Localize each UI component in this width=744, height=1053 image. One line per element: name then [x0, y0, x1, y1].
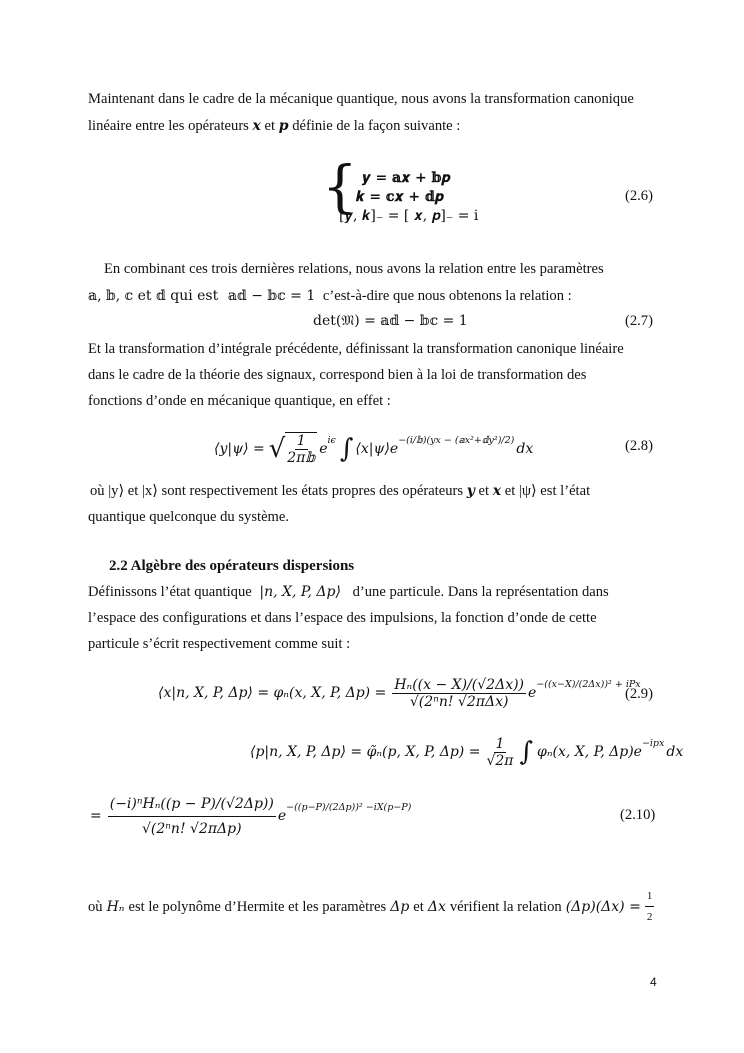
eq28-lhs: ⟨y|ψ⟩ =: [214, 441, 265, 457]
para6-text-a: où: [88, 898, 103, 915]
operator-x-2: 𝒙: [492, 483, 502, 499]
eq28-integrand: ⟨x|ψ⟩e: [355, 441, 399, 457]
eq29-exp-sup: −((x−X)/(2Δx))² + iPx: [536, 678, 641, 690]
para4-line-1: [90, 481, 590, 501]
para6-text-b: est le polynôme d’Hermite et les paramètres: [128, 898, 387, 915]
para4-line-2: quantique quelconque du système.: [88, 509, 290, 525]
eq26-number: (2.6): [625, 188, 653, 204]
para2-relation: 𝕒𝕕 − 𝕓𝕔 = 1: [227, 288, 316, 304]
para5-line-2: l’espace des configurations et dans l’espace des impulsions, la fonction d’onde de cette: [88, 610, 597, 626]
eq210b: [90, 778, 411, 854]
eq210a-fraction: [484, 736, 515, 769]
para6-text-c: et: [413, 898, 424, 915]
eq28-dx: dx: [516, 441, 534, 457]
eq210-number: (2.10): [620, 807, 656, 823]
operator-p: 𝒑: [278, 118, 289, 134]
para5-text-a: Définissons l’état quantique: [88, 584, 252, 600]
eq29-number: (2.9): [625, 686, 653, 702]
half-den: 2: [646, 911, 653, 923]
eq210a-den: √2π: [486, 752, 514, 769]
eq26-row-2: 𝒌 = 𝕔𝒙 + 𝕕𝒑: [356, 189, 444, 205]
para5-line-3: particule s’écrit respectivement comme suit :: [88, 636, 351, 652]
para6-relation: (Δp)(Δx) =: [565, 898, 641, 915]
eq210b-exp: e: [277, 808, 287, 824]
para3-line-2: dans le cadre de la théorie des signaux, correspond bien à la loi de transformation des: [88, 367, 587, 383]
eq28-exp2-sup: −(i/𝕓)(yx − (𝕒x²+𝕕y²)/2): [398, 434, 515, 446]
para5-text-b: d’une particule. Dans la représentation dans: [352, 584, 609, 600]
para3-line-3: fonctions d’onde en mécanique quantique, en effet :: [88, 393, 391, 409]
eq210a-exp-sup: −ipx: [641, 737, 665, 749]
eq210a-integrand: φₙ(x, X, P, Δp)e: [537, 744, 642, 760]
eq28-number: (2.8): [625, 438, 653, 454]
para6-Hn: Hₙ: [106, 898, 125, 915]
eq210b-den: √(2ⁿn! √2πΔp): [141, 820, 242, 837]
eq29-fraction: [392, 677, 526, 710]
para6-text-d: vérifient la relation: [449, 898, 562, 915]
para6-dx: Δx: [427, 898, 446, 915]
para2-text-a: 𝕒, 𝕓, 𝕔 et 𝕕 qui est: [88, 288, 219, 304]
para2-line-1: En combinant ces trois dernières relations, nous avons la relation entre les paramètres: [104, 261, 604, 277]
para3-line-1: Et la transformation d’intégrale précédente, définissant la transformation canonique linéaire: [88, 341, 624, 357]
para2-line-2: [88, 286, 572, 306]
intro-text-c: définie de la façon suivante :: [292, 118, 461, 134]
eq210a-lhs: ⟨p|n, X, P, Δp⟩ = φ̃ₙ(p, X, P, Δp) =: [250, 744, 481, 760]
eq27-number: (2.7): [625, 313, 653, 329]
eq210a-dx: dx: [666, 744, 684, 760]
eq26-row-3: [𝒚, 𝒌]₋ = [ 𝒙, 𝒑]₋ = i: [339, 208, 479, 224]
para2-text-c: c’est-à-dire que nous obtenons la relation :: [322, 288, 572, 304]
half-fraction: [645, 886, 655, 927]
eq28-frac-den: 2π𝕓: [287, 450, 316, 466]
integral-icon-2: ∫: [519, 737, 534, 767]
eq210b-num: (−i)ⁿHₙ((p − P)/(√2Δp)): [108, 796, 276, 817]
eq210a: [250, 728, 683, 776]
para6-dp: Δp: [390, 898, 410, 915]
eq28-fraction: [285, 432, 317, 466]
eq29-den: √(2ⁿn! √2πΔx): [409, 693, 509, 710]
eq27-expression: det(𝔐) = 𝕒𝕕 − 𝕓𝕔 = 1: [313, 313, 468, 329]
eq28-exp1: e: [319, 441, 328, 457]
section-heading: 2.2 Algèbre des opérateurs dispersions: [109, 558, 355, 574]
page-number: 4: [650, 975, 657, 989]
intro-line-2: [88, 116, 460, 136]
intro-text-b: et: [264, 118, 276, 134]
eq28-frac-num: 1: [296, 433, 306, 449]
eq29-num: Hₙ((x − X)/(√2Δx)): [394, 676, 525, 693]
para5-state: |n, X, P, Δp⟩: [259, 584, 341, 600]
eq28-exp1-sup: iϵ: [327, 434, 336, 446]
eq210b-eq: =: [90, 808, 102, 824]
eq29-lhs: ⟨x|n, X, P, Δp⟩ = φₙ(x, X, P, Δp) =: [158, 685, 387, 701]
para6: [88, 886, 654, 927]
sqrt-icon: √: [268, 434, 286, 464]
eq210b-exp-sup: −((p−P)/(2Δp))² −iX(p−P): [286, 801, 412, 813]
eq29: [158, 662, 641, 724]
operator-x: 𝒙: [252, 118, 261, 134]
integral-icon: ∫: [339, 434, 354, 464]
intro-line-1: Maintenant dans le cadre de la mécanique quantique, nous avons la transformation canonique: [88, 91, 634, 107]
eq29-exp: e: [528, 685, 537, 701]
eq210b-fraction: [108, 796, 276, 837]
para5-line-1: [88, 582, 609, 602]
para4-text-c: et |ψ⟩ est l’état: [504, 483, 591, 499]
eq28: [214, 424, 533, 474]
operator-y: 𝒚: [466, 483, 475, 499]
half-num: 1: [645, 886, 655, 907]
para4-text-b: et: [478, 483, 490, 499]
left-brace-icon: {: [322, 155, 358, 220]
intro-text-a: linéaire entre les opérateurs: [88, 118, 249, 134]
eq26-row-1: 𝒚 = 𝕒𝒙 + 𝕓𝒑: [362, 170, 451, 186]
para4-text-a: où |y⟩ et |x⟩ sont respectivement les états propres des opérateurs: [90, 483, 464, 499]
eq210a-num: 1: [495, 735, 505, 752]
